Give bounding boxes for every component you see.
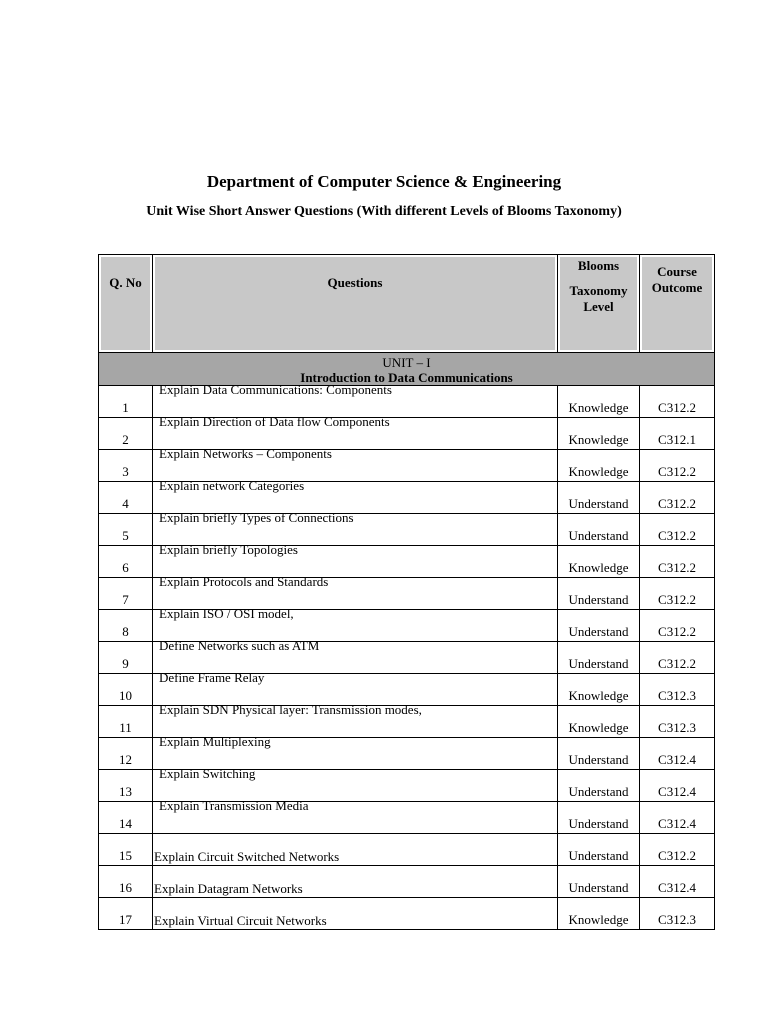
question-number: 1 xyxy=(99,386,153,418)
header-questions: Questions xyxy=(153,255,558,353)
table-row xyxy=(99,610,715,642)
question-text-text: Explain briefly Topologies xyxy=(159,542,298,557)
question-number: 15 xyxy=(99,834,153,866)
question-text-text: Define Networks such as ATM xyxy=(159,638,320,653)
blooms-level: Understand xyxy=(558,610,640,642)
table-row xyxy=(99,770,715,802)
header-blooms-line2: Taxonomy xyxy=(569,283,628,298)
question-text xyxy=(153,866,558,898)
course-outcome: C312.2 xyxy=(640,610,715,642)
question-text-text: Explain Multiplexing xyxy=(159,734,271,749)
course-outcome: C312.4 xyxy=(640,802,715,834)
question-number: 13 xyxy=(99,770,153,802)
question-number: 17 xyxy=(99,898,153,930)
course-outcome: C312.2 xyxy=(640,834,715,866)
question-text-text: Explain Datagram Networks xyxy=(154,881,303,896)
blooms-level: Understand xyxy=(558,514,640,546)
blooms-level: Knowledge xyxy=(558,898,640,930)
question-text xyxy=(153,382,558,418)
question-text xyxy=(153,834,558,866)
table-row xyxy=(99,706,715,738)
question-number: 9 xyxy=(99,642,153,674)
question-number: 7 xyxy=(99,578,153,610)
question-text-text: Explain SDN Physical layer: Transmission modes, xyxy=(159,702,422,717)
course-outcome: C312.4 xyxy=(640,738,715,770)
question-text xyxy=(153,702,558,738)
table-row xyxy=(99,802,715,834)
table-row xyxy=(99,418,715,450)
table-row xyxy=(99,578,715,610)
course-outcome: C312.2 xyxy=(640,450,715,482)
table-row xyxy=(99,642,715,674)
table-row xyxy=(99,738,715,770)
question-text xyxy=(153,606,558,642)
table-row xyxy=(99,546,715,578)
question-text-text: Explain Data Communications: Components xyxy=(159,382,392,397)
question-text xyxy=(153,798,558,834)
question-text-text: Explain Switching xyxy=(159,766,256,781)
blooms-level: Knowledge xyxy=(558,674,640,706)
unit-header-row xyxy=(99,353,715,386)
blooms-level: Understand xyxy=(558,738,640,770)
unit-label: UNIT – I xyxy=(382,355,431,370)
question-text-text: Explain Transmission Media xyxy=(159,798,309,813)
blooms-level: Understand xyxy=(558,578,640,610)
table-row xyxy=(99,514,715,546)
course-outcome: C312.3 xyxy=(640,898,715,930)
question-number: 6 xyxy=(99,546,153,578)
course-outcome: C312.4 xyxy=(640,866,715,898)
course-outcome: C312.1 xyxy=(640,418,715,450)
question-text xyxy=(153,478,558,514)
question-text-text: Explain Networks – Components xyxy=(159,446,332,461)
table-row xyxy=(99,674,715,706)
table-row xyxy=(99,386,715,418)
header-blooms-line1: Blooms xyxy=(577,258,620,273)
course-outcome: C312.2 xyxy=(640,546,715,578)
question-text-text: Explain network Categories xyxy=(159,478,305,493)
document-title: Department of Computer Science & Engineering xyxy=(206,172,562,191)
table-row xyxy=(99,450,715,482)
blooms-level: Understand xyxy=(558,802,640,834)
question-number: 14 xyxy=(99,802,153,834)
blooms-level: Understand xyxy=(558,770,640,802)
course-outcome: C312.4 xyxy=(640,770,715,802)
header-qno: Q. No xyxy=(99,255,153,353)
blooms-level: Knowledge xyxy=(558,418,640,450)
course-outcome: C312.3 xyxy=(640,706,715,738)
question-text-text: Explain Circuit Switched Networks xyxy=(154,849,340,864)
header-course-outcome xyxy=(640,255,715,353)
blooms-level: Understand xyxy=(558,866,640,898)
table-row xyxy=(99,866,715,898)
blooms-level: Understand xyxy=(558,642,640,674)
course-outcome: C312.3 xyxy=(640,674,715,706)
table-header-row xyxy=(99,255,715,353)
question-text-text: Explain Direction of Data flow Components xyxy=(159,414,390,429)
question-text xyxy=(153,574,558,610)
question-text xyxy=(153,542,558,578)
question-number: 10 xyxy=(99,674,153,706)
question-number: 2 xyxy=(99,418,153,450)
question-number: 11 xyxy=(99,706,153,738)
questions-table xyxy=(98,254,715,930)
table-row xyxy=(99,834,715,866)
question-text xyxy=(153,446,558,482)
blooms-level: Knowledge xyxy=(558,546,640,578)
question-number: 16 xyxy=(99,866,153,898)
table-row xyxy=(99,482,715,514)
blooms-level: Knowledge xyxy=(558,450,640,482)
course-outcome: C312.2 xyxy=(640,578,715,610)
blooms-level: Understand xyxy=(558,482,640,514)
header-co-line1: Course xyxy=(657,264,697,279)
question-number: 8 xyxy=(99,610,153,642)
question-text xyxy=(153,734,558,770)
course-outcome: C312.2 xyxy=(640,482,715,514)
blooms-level: Understand xyxy=(558,834,640,866)
blooms-level: Knowledge xyxy=(558,386,640,418)
blooms-level: Knowledge xyxy=(558,706,640,738)
question-text xyxy=(153,638,558,674)
question-text xyxy=(153,510,558,546)
question-number: 4 xyxy=(99,482,153,514)
question-text-text: Explain ISO / OSI model, xyxy=(159,606,294,621)
question-number: 12 xyxy=(99,738,153,770)
document-subtitle: Unit Wise Short Answer Questions (With different Levels of Blooms Taxonomy) xyxy=(146,204,622,219)
question-text xyxy=(153,414,558,450)
unit-title: Introduction to Data Communications xyxy=(300,370,513,385)
header-blooms-level xyxy=(558,255,640,353)
question-text xyxy=(153,898,558,930)
question-text xyxy=(153,670,558,706)
question-text-text: Explain Protocols and Standards xyxy=(159,574,329,589)
course-outcome: C312.2 xyxy=(640,642,715,674)
question-text xyxy=(153,766,558,802)
question-number: 3 xyxy=(99,450,153,482)
question-number: 5 xyxy=(99,514,153,546)
table-row xyxy=(99,898,715,930)
question-text-text: Explain briefly Types of Connections xyxy=(159,510,354,525)
header-blooms-line3: Level xyxy=(583,299,614,314)
header-co-line2: Outcome xyxy=(651,280,703,295)
question-text-text: Explain Virtual Circuit Networks xyxy=(154,913,327,928)
course-outcome: C312.2 xyxy=(640,514,715,546)
question-text-text: Define Frame Relay xyxy=(159,670,265,685)
course-outcome: C312.2 xyxy=(640,386,715,418)
unit-header-cell xyxy=(99,353,715,386)
